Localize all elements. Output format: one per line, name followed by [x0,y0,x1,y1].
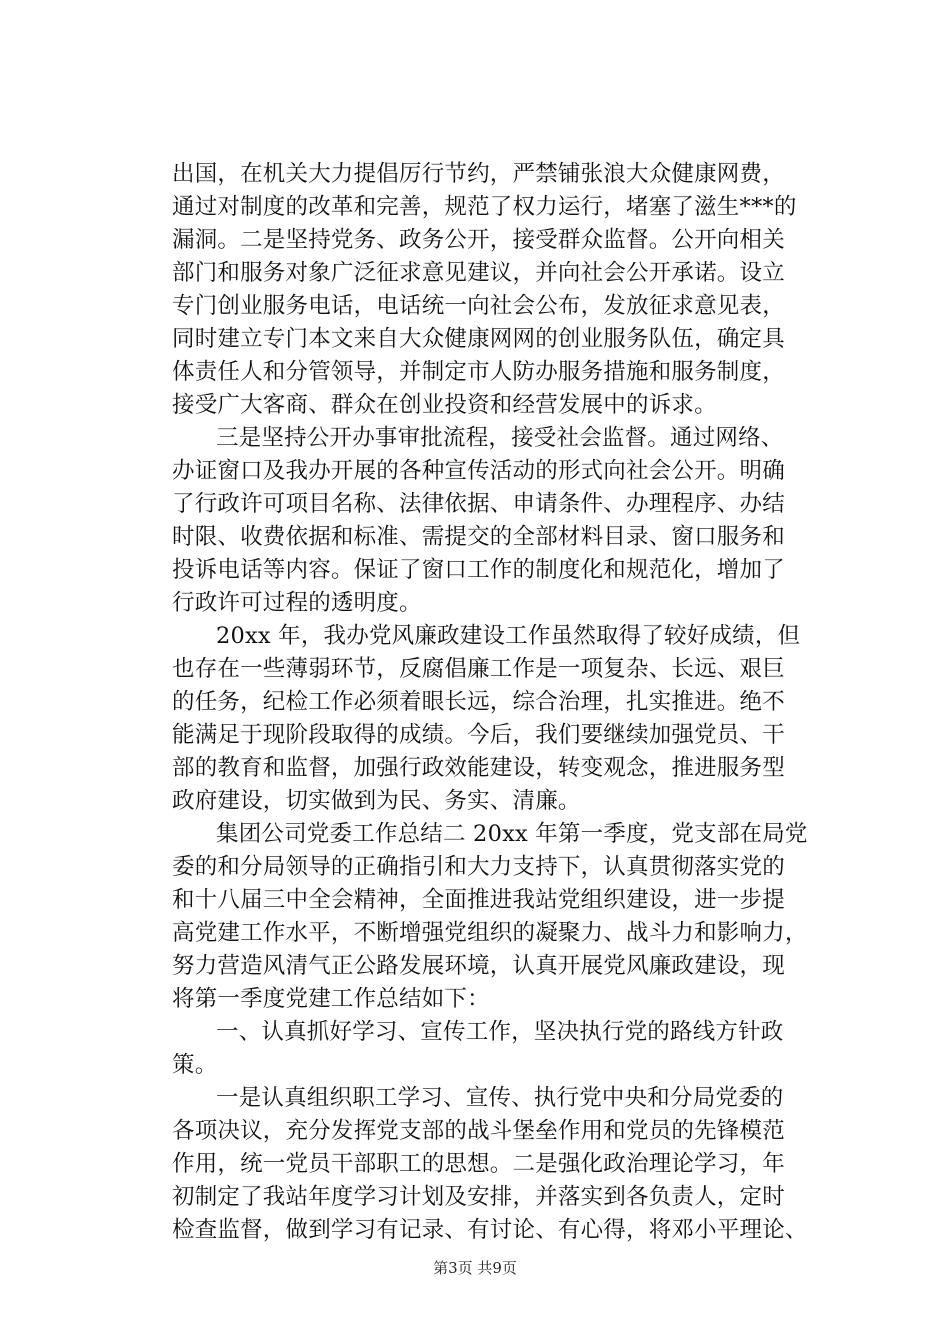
text-line: 时限、收费依据和标准、需提交的全部材料目录、窗口服务和 [172,524,785,550]
text-line: 初制定了我站年度学习计划及安排，并落实到各负责人，定时 [172,1184,785,1210]
text-line: 体责任人和分管领导，并制定市人防办服务措施和服务制度， [172,359,785,385]
text-line: 通过对制度的改革和完善，规范了权力运行，堵塞了滋生***的 [172,194,797,220]
text-line: 行政许可过程的透明度。 [172,590,422,616]
text-line: 出国，在机关大力提倡厉行节约，严禁铺张浪大众健康网费， [172,161,785,187]
text-line: 将第一季度党建工作总结如下： [172,986,490,1012]
text-line: 和十八届三中全会精神，全面推进我站党组织建设，进一步提 [172,887,785,913]
text-line: 政府建设，切实做到为民、务实、清廉。 [172,788,581,814]
text-line: 检查监督，做到学习有记录、有讨论、有心得，将邓小平理论、 [172,1217,808,1243]
text-line: 部门和服务对象广泛征求意见建议，并向社会公开承诺。设立 [172,260,785,286]
text-line: 部的教育和监督，加强行政效能建设，转变观念，推进服务型 [172,755,785,781]
text-line: 同时建立专门本文来自大众健康网网的创业服务队伍，确定具 [172,326,785,352]
text-line: 集团公司党委工作总结二 20xx 年第一季度，党支部在局党 [216,821,808,847]
text-line: 接受广大客商、群众在创业投资和经营发展中的诉求。 [172,392,717,418]
text-line: 一是认真组织职工学习、宣传、执行党中央和分局党委的 [216,1085,784,1111]
text-line: 努力营造风清气正公路发展环境，认真开展党风廉政建设，现 [172,953,785,979]
text-line: 能满足于现阶段取得的成绩。今后，我们要继续加强党员、干 [172,722,785,748]
text-line: 一、认真抓好学习、宣传工作，坚决执行党的路线方针政 [216,1019,784,1045]
text-line: 投诉电话等内容。保证了窗口工作的制度化和规范化，增加了 [172,557,785,583]
text-line: 办证窗口及我办开展的各种宣传活动的形式向社会公开。明确 [172,458,785,484]
text-line: 三是坚持公开办事审批流程，接受社会监督。通过网络、 [216,425,784,451]
body-text [172,158,862,1247]
text-line: 策。 [172,1052,218,1078]
text-line: 了行政许可项目名称、法律依据、申请条件、办理程序、办结 [172,491,785,517]
text-line: 20xx 年，我办党风廉政建设工作虽然取得了较好成绩，但 [216,623,801,649]
text-line: 作用，统一党员干部职工的思想。二是强化政治理论学习，年 [172,1151,785,1177]
text-line: 漏洞。二是坚持党务、政务公开，接受群众监督。公开向相关 [172,227,785,253]
text-line: 高党建工作水平，不断增强党组织的凝聚力、战斗力和影响力， [172,920,808,946]
page-footer: 第3页 共9页 [433,1259,517,1277]
text-line: 专门创业服务电话，电话统一向社会公布，发放征求意见表， [172,293,785,319]
text-line: 也存在一些薄弱环节，反腐倡廉工作是一项复杂、长远、艰巨 [172,656,785,682]
text-line: 的任务，纪检工作必须着眼长远，综合治理，扎实推进。绝不 [172,689,785,715]
text-line: 委的和分局领导的正确指引和大力支持下，认真贯彻落实党的 [172,854,785,880]
text-line: 各项决议，充分发挥党支部的战斗堡垒作用和党员的先锋模范 [172,1118,785,1144]
